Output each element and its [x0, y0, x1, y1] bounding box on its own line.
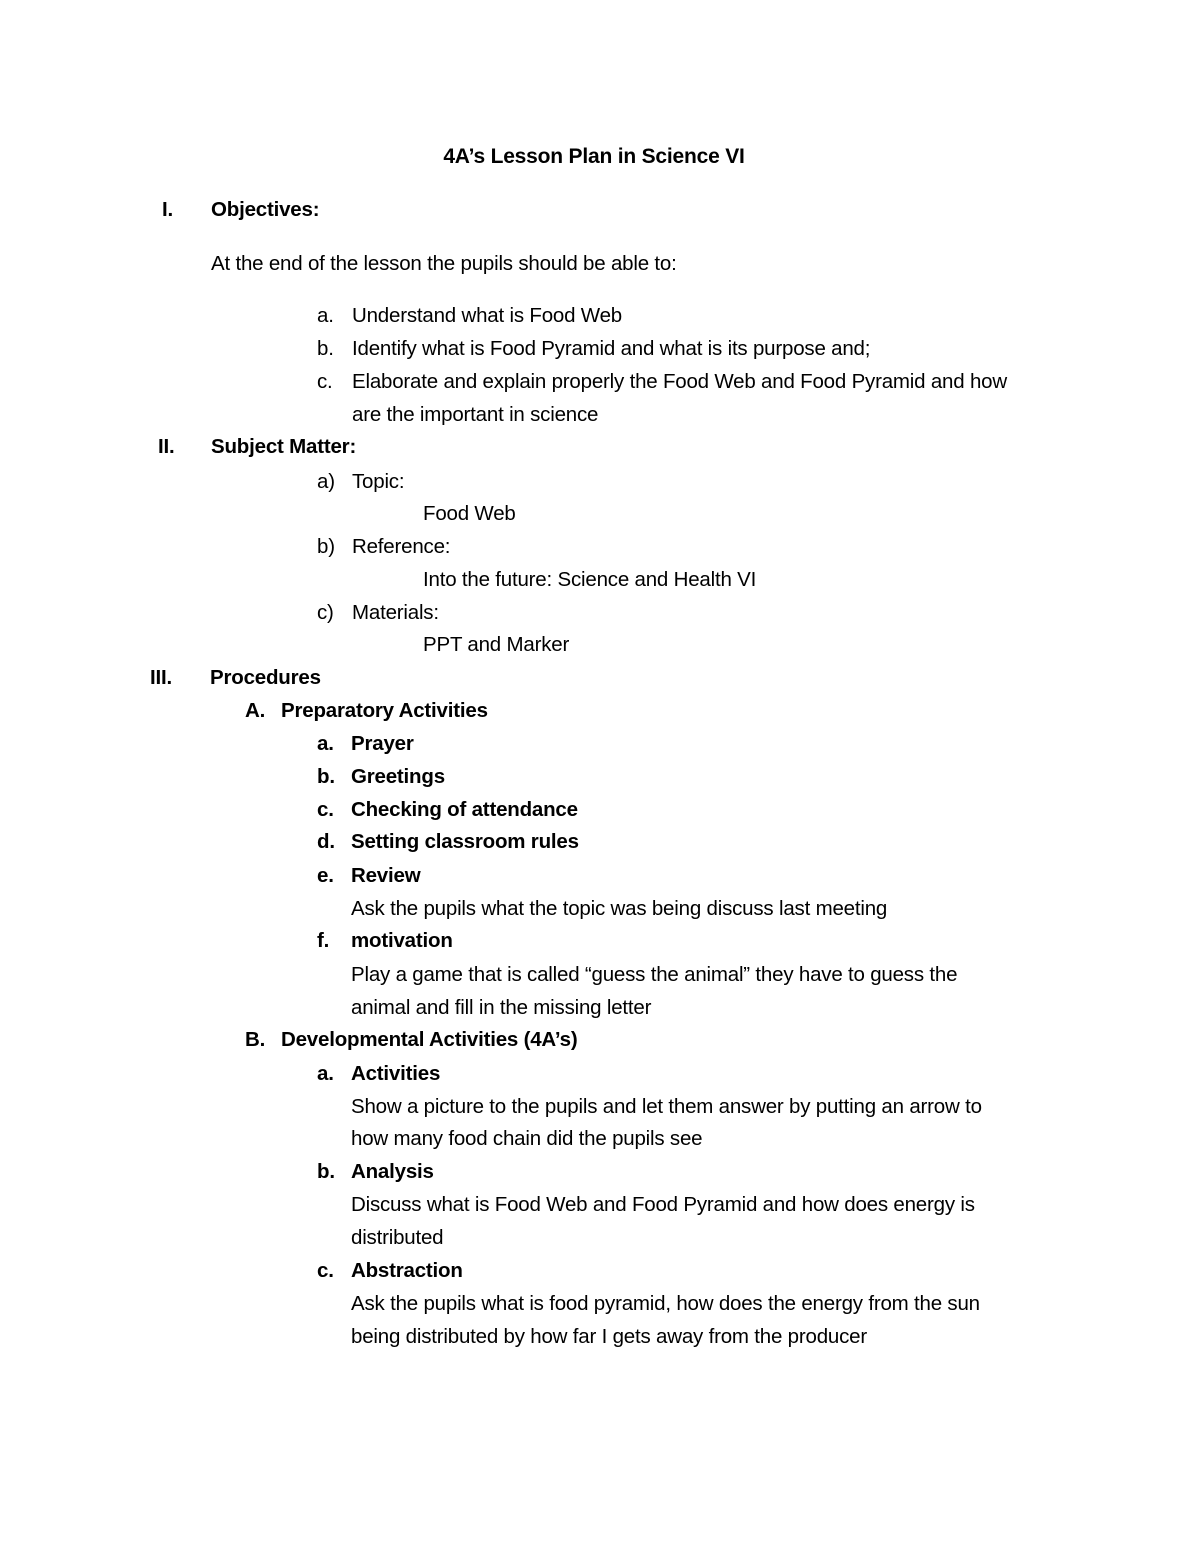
- section-heading-subject-matter: Subject Matter:: [211, 435, 357, 458]
- objective-marker: c.: [317, 370, 333, 393]
- subsection-marker-developmental: B.: [245, 1028, 266, 1051]
- subject-label: Reference:: [352, 535, 451, 558]
- subject-value: PPT and Marker: [423, 633, 570, 656]
- subsection-marker-preparatory: A.: [245, 699, 266, 722]
- document-title: 4A’s Lesson Plan in Science VI: [443, 145, 745, 168]
- section-numeral-subject-matter: II.: [158, 435, 175, 458]
- step-description: Ask the pupils what is food pyramid, how does the energy from the sun: [351, 1292, 980, 1315]
- step-marker: c.: [317, 798, 334, 821]
- objective-text-continued: are the important in science: [352, 403, 599, 426]
- objective-text: Elaborate and explain properly the Food Web and Food Pyramid and how: [352, 370, 1007, 393]
- subsection-heading-preparatory: Preparatory Activities: [281, 699, 488, 722]
- step-label: Greetings: [351, 765, 445, 788]
- section-numeral-objectives: I.: [162, 198, 173, 221]
- step-label: Review: [351, 864, 421, 887]
- objectives-intro: At the end of the lesson the pupils should be able to:: [211, 252, 677, 275]
- step-marker: a.: [317, 1062, 334, 1085]
- subject-label: Topic:: [352, 470, 405, 493]
- step-marker: d.: [317, 830, 335, 853]
- step-description: Show a picture to the pupils and let them answer by putting an arrow to: [351, 1095, 982, 1118]
- step-label: Abstraction: [351, 1259, 463, 1282]
- subject-marker: c): [317, 601, 334, 624]
- step-description: Ask the pupils what the topic was being discuss last meeting: [351, 897, 888, 920]
- subject-label: Materials:: [352, 601, 439, 624]
- step-label: Prayer: [351, 732, 414, 755]
- section-heading-procedures: Procedures: [210, 666, 321, 689]
- section-heading-objectives: Objectives:: [211, 198, 320, 221]
- objective-marker: b.: [317, 337, 334, 360]
- step-marker: f.: [317, 929, 330, 952]
- subject-value: Into the future: Science and Health VI: [423, 568, 757, 591]
- step-marker: b.: [317, 1160, 335, 1183]
- step-marker: b.: [317, 765, 335, 788]
- subject-marker: a): [317, 470, 335, 493]
- step-label: Setting classroom rules: [351, 830, 579, 853]
- objective-text: Identify what is Food Pyramid and what is its purpose and;: [352, 337, 871, 360]
- step-label: motivation: [351, 929, 453, 952]
- step-label: Activities: [351, 1062, 441, 1085]
- step-description: how many food chain did the pupils see: [351, 1127, 703, 1150]
- step-description: Play a game that is called “guess the animal” they have to guess the: [351, 963, 958, 986]
- subject-value: Food Web: [423, 502, 516, 525]
- step-label: Checking of attendance: [351, 798, 578, 821]
- objective-marker: a.: [317, 304, 334, 327]
- subsection-heading-developmental: Developmental Activities (4A’s): [281, 1028, 578, 1051]
- objective-text: Understand what is Food Web: [352, 304, 622, 327]
- subject-marker: b): [317, 535, 335, 558]
- step-marker: e.: [317, 864, 334, 887]
- step-marker: c.: [317, 1259, 334, 1282]
- step-description: animal and fill in the missing letter: [351, 996, 652, 1019]
- step-description: Discuss what is Food Web and Food Pyramid and how does energy is: [351, 1193, 975, 1216]
- step-marker: a.: [317, 732, 334, 755]
- step-description: being distributed by how far I gets away from the producer: [351, 1325, 867, 1348]
- step-description: distributed: [351, 1226, 444, 1249]
- section-numeral-procedures: III.: [150, 666, 172, 689]
- step-label: Analysis: [351, 1160, 434, 1183]
